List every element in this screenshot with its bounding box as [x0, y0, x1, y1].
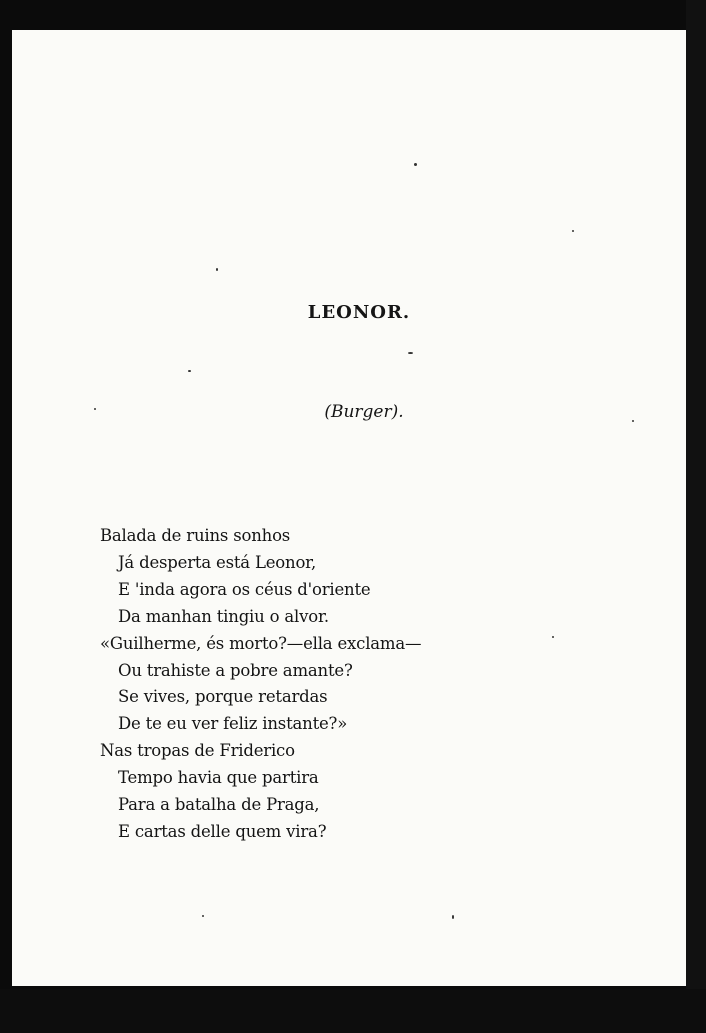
poem-line: E cartas delle quem vira?	[118, 821, 327, 841]
book-page	[12, 30, 686, 986]
scan-speck	[414, 163, 417, 166]
poem-author: (Burger).	[324, 402, 404, 422]
scan-speck	[572, 230, 574, 232]
scan-speck	[94, 408, 96, 410]
poem-line: E 'inda agora os céus d'oriente	[118, 579, 371, 599]
poem-line: Ou trahiste a pobre amante?	[118, 660, 353, 680]
scan-speck	[632, 420, 634, 422]
poem-line: «Guilherme, és morto?—ella exclama—	[100, 633, 422, 653]
poem-line: Balada de ruins sonhos	[100, 526, 291, 545]
poem-title: LEONOR.	[307, 302, 411, 323]
poem-line: Da manhan tingiu o alvor.	[118, 606, 329, 626]
scan-speck	[408, 352, 413, 354]
poem-line: Tempo havia que partira	[118, 768, 319, 788]
poem-line: Se vives, porque retardas	[118, 687, 328, 707]
poem-line: De te eu ver feliz instante?»	[118, 714, 348, 734]
scan-edge-right	[686, 0, 706, 1033]
scan-edge-bottom	[0, 989, 706, 1033]
poem-line: Para a batalha de Praga,	[118, 795, 320, 815]
scan-speck	[202, 915, 204, 917]
scan-speck	[216, 268, 218, 271]
poem-body	[100, 523, 421, 846]
scan-speck	[188, 370, 191, 372]
poem-line: Nas tropas de Friderico	[100, 741, 295, 761]
scan-speck	[452, 915, 454, 919]
scan-speck	[552, 636, 554, 638]
poem-line: Já desperta está Leonor,	[118, 552, 317, 572]
